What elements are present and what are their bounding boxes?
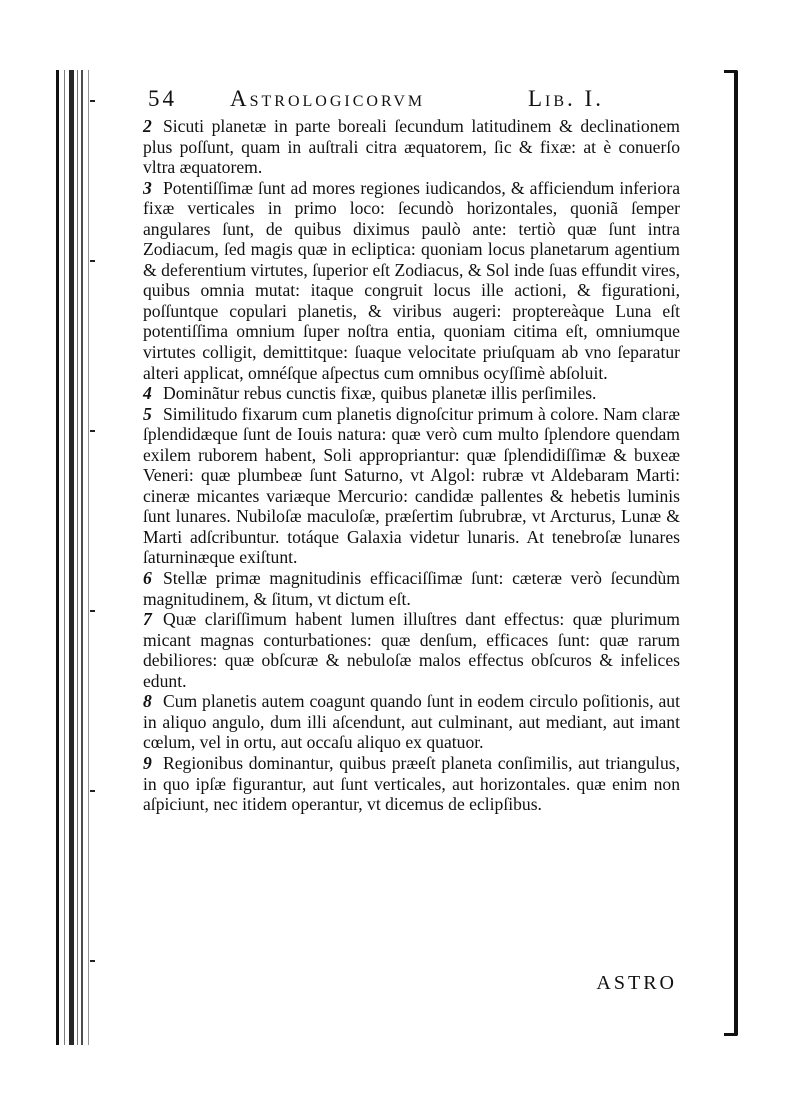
page-edge-bracket [724, 70, 738, 1036]
page-number: 54 [148, 86, 177, 111]
binding-mark [90, 430, 95, 432]
paragraph [143, 404, 680, 568]
paragraph-number: 5 [143, 403, 152, 424]
binding-mark [90, 260, 95, 262]
text-block [143, 116, 680, 815]
paragraph-text: Potentiſſimæ ſunt ad mores regiones iudicandos, & afficiendum inferiora fixæ verticales in primo loco: ſecundò horizontales, quoniã ſemper angulares ſunt, de quibus diximus paulò ante: tertiò quæ ſunt intra Zodiacum, ſed magis quæ in ecliptica: quoniam locus planetarum agentium & deferentium virtutes, ſuperior eſt Zodiacus, & Sol inde ſuas effundit vires, quibus omnia mutat: itaque congruit locus ille actioni, & figurationi, poſſuntque copulari planetis, & viribus augeri: proptereàque Luna eſt potentiſſima omnium ſuper noſtra entia, quoniam citima eſt, omniumque virtutes colligit, demittitque: ſuaque velocitate priuſquam ab vno ſeparatur alteri applicat, omnéſque aſpectus cum omnibus ocyſſimè abſoluit. [143, 177, 680, 383]
catchword: ASTRO [596, 972, 677, 994]
paragraph [143, 568, 680, 609]
paragraph-text: Quæ clariſſimum habent lumen illuſtres dant effectus: quæ plurimum micant magnas conturbationes: quæ denſum, efficaces ſunt: quæ rarum debiliores: quæ obſcuræ & nebuloſæ malos effectus obſcuros & infelices edunt. [143, 609, 680, 691]
paragraph-number: 4 [143, 383, 152, 404]
paragraph-text: Cum planetis autem coagunt quando ſunt in eodem circulo poſitionis, aut in aliquo angulo, dum illi aſcendunt, aut culminant, aut mediant, aut imant cœlum, vel in ortu, aut occaſu aliquo ex quatuor. [143, 691, 680, 753]
paragraph-text: Regionibus dominantur, quibus præeſt planeta conſimilis, aut triangulus, in quo ipſæ figurantur, aut ſunt verticales, aut horizontales. quæ enim non aſpiciunt, nec itidem operantur, vt dicemus de eclipſibus. [143, 752, 680, 815]
paragraph-text: Similitudo fixarum cum planetis dignoſcitur primum à colore. Nam claræ ſplendidæque ſunt de Iouis natura: quæ verò cum multo ſplendore quendam exilem ruborem habent, Soli appropriantur: quæ ſplendidiſſimæ & buxeæ Veneri: quæ plumbeæ ſunt Saturno, vt Algol: rubræ vt Aldebaram Marti: cineræ micantes variæque Mercurio: candidæ pallentes & hebetis luminis ſunt lunares. Nubiloſæ maculoſæ, præſertim ſubrubræ, vt Arcturus, Lunæ & Marti adſcribuntur. totáque Galaxia videtur lunaris. At tenebroſæ lunares ſaturninæque exiſtunt. [143, 403, 680, 568]
binding-shadow [77, 70, 78, 1045]
running-head [148, 86, 628, 114]
paragraph-number: 6 [143, 568, 152, 589]
paragraph-text: Dominãtur rebus cunctis fixæ, quibus planetæ illis perſimiles. [163, 383, 597, 404]
paragraph-number: 7 [143, 609, 152, 630]
paragraph [143, 609, 680, 691]
paragraph-number: 2 [143, 116, 152, 136]
binding-mark [90, 610, 95, 612]
binding-shadow [81, 70, 83, 1045]
paragraph-text: Sicuti planetæ in parte boreali ſecundum latitudinem & declinationem plus poſſunt, quam in auſtrali citra æquatorem, ſic & fixæ: at è conuerſo vltra æquatorem. [143, 116, 680, 178]
running-head-title: Astrologicorvm [230, 86, 426, 111]
paragraph [143, 691, 680, 753]
paragraph [143, 116, 680, 178]
binding-shadow [56, 70, 59, 1045]
paragraph-number: 9 [143, 752, 152, 773]
running-head-book: Lib. I. [528, 86, 604, 111]
paragraph-text: Stellæ primæ magnitudinis efficaciſſimæ ſunt: cæteræ verò ſecundùm magnitudinem, & ſitum, vt dictum eſt. [143, 568, 680, 609]
binding-mark [90, 100, 95, 102]
paragraph-number: 3 [143, 177, 152, 198]
paragraph-number: 8 [143, 691, 152, 712]
binding-mark [90, 790, 95, 792]
paragraph [143, 753, 680, 815]
binding-shadow [64, 70, 65, 1045]
paragraph [143, 178, 680, 383]
binding-shadow [69, 70, 74, 1045]
binding-mark [90, 960, 95, 962]
binding-shadow [88, 70, 89, 1045]
paragraph [143, 383, 680, 404]
